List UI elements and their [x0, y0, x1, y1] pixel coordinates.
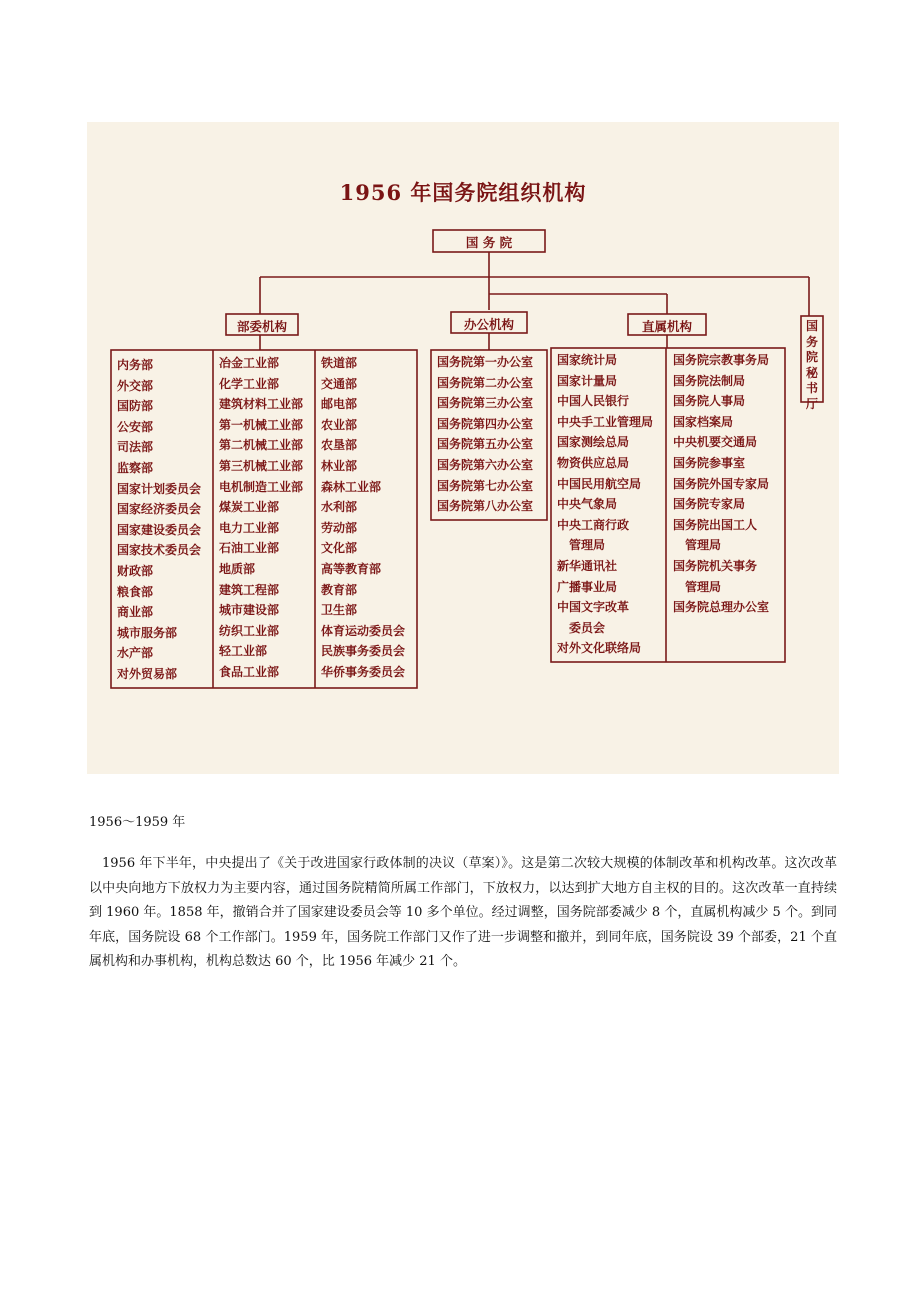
org-unit: 国务院出国工人	[673, 517, 758, 532]
org-unit: 教育部	[321, 582, 358, 597]
org-unit: 中央气象局	[557, 497, 618, 512]
org-unit: 广播事业局	[557, 579, 618, 594]
org-unit: 中国人民银行	[557, 394, 630, 409]
org-unit: 城市建设部	[219, 603, 280, 618]
org-unit: 煤炭工业部	[219, 500, 280, 515]
org-unit: 新华通讯社	[557, 558, 618, 573]
org-unit: 公安部	[117, 419, 154, 434]
direct-column-2	[673, 350, 769, 618]
org-unit: 森林工业部	[321, 479, 382, 494]
org-unit: 国家技术委员会	[117, 543, 202, 558]
org-unit: 地质部	[219, 561, 256, 576]
org-unit: 国务院第一办公室	[437, 355, 534, 369]
org-unit: 国务院第三办公室	[437, 396, 534, 411]
org-unit: 国务院第六办公室	[437, 457, 534, 472]
secretariat-label: 国务院秘书厅	[805, 319, 818, 411]
org-unit: 监察部	[117, 460, 154, 475]
org-unit: 铁道部	[321, 356, 358, 370]
direct-branch-label: 直属机构	[641, 319, 692, 334]
org-unit: 石油工业部	[219, 541, 280, 556]
org-unit: 对外贸易部	[117, 666, 178, 681]
org-unit: 国务院法制局	[673, 373, 746, 388]
org-unit: 体育运动委员会	[321, 623, 406, 638]
org-unit: 国务院宗教事务局	[673, 353, 770, 367]
org-unit: 物资供应总局	[557, 455, 630, 470]
org-unit: 电机制造工业部	[219, 479, 304, 494]
ministries-column-3	[321, 353, 405, 683]
org-unit: 国务院机关事务	[673, 558, 758, 573]
org-unit: 卫生部	[321, 603, 358, 618]
org-unit: 国防部	[117, 399, 154, 414]
org-unit: 中国文字改革	[557, 600, 630, 615]
org-unit: 粮食部	[117, 584, 154, 599]
org-unit: 财政部	[117, 563, 154, 578]
org-unit: 林业部	[321, 458, 358, 473]
org-unit: 中国民用航空局	[557, 476, 642, 491]
org-unit: 水利部	[321, 500, 358, 515]
ministries-column-1	[117, 355, 201, 685]
org-unit: 电力工业部	[219, 520, 280, 535]
org-unit: 国务院第二办公室	[437, 375, 534, 390]
org-unit: 国家计量局	[557, 373, 618, 388]
org-unit: 国家计划委员会	[117, 481, 202, 496]
org-unit: 文化部	[321, 541, 358, 556]
org-unit: 民族事务委员会	[321, 644, 406, 659]
org-unit: 管理局	[569, 538, 606, 553]
org-unit: 中央工商行政	[557, 517, 630, 532]
root-node-label: 国 务 院	[465, 235, 513, 250]
org-unit: 国家建设委员会	[117, 522, 202, 537]
org-unit: 纺织工业部	[219, 623, 280, 638]
org-unit: 高等教育部	[321, 561, 382, 576]
org-unit: 邮电部	[321, 397, 358, 412]
period-heading: 1956～1959 年	[89, 815, 186, 830]
offices-column	[437, 352, 533, 517]
org-unit: 国家经济委员会	[117, 502, 202, 517]
offices-branch-label: 办公机构	[463, 317, 514, 332]
ministries-column-2	[219, 353, 303, 683]
org-unit: 劳动部	[321, 520, 358, 535]
org-unit: 国务院第八办公室	[437, 499, 534, 514]
org-unit: 国务院第五办公室	[437, 437, 534, 452]
org-unit: 华侨事务委员会	[321, 664, 406, 679]
org-chart-figure	[87, 122, 839, 774]
org-unit: 轻工业部	[219, 644, 268, 659]
org-unit: 国务院参事室	[673, 455, 746, 470]
org-unit: 国务院外国专家局	[673, 476, 770, 491]
org-unit: 农业部	[321, 417, 358, 432]
org-unit: 中央手工业管理局	[557, 414, 654, 429]
org-unit: 国务院总理办公室	[673, 600, 770, 615]
org-unit: 外交部	[117, 378, 154, 393]
org-unit: 国务院第四办公室	[437, 416, 534, 431]
org-unit: 内务部	[117, 358, 154, 372]
org-unit: 国务院人事局	[673, 394, 746, 409]
org-unit: 建筑工程部	[219, 582, 280, 597]
org-unit: 化学工业部	[219, 376, 280, 391]
org-unit: 农垦部	[321, 438, 358, 453]
org-unit: 中央机要交通局	[673, 435, 758, 450]
org-unit: 交通部	[321, 376, 358, 391]
org-unit: 国家档案局	[673, 414, 734, 429]
org-unit: 第二机械工业部	[219, 438, 304, 453]
org-unit: 国家统计局	[557, 353, 618, 367]
org-unit: 商业部	[117, 605, 154, 620]
direct-column-1	[557, 350, 653, 659]
org-unit: 水产部	[117, 646, 154, 661]
org-unit: 管理局	[685, 579, 722, 594]
org-unit: 国家测绘总局	[557, 435, 630, 450]
org-unit: 第一机械工业部	[219, 417, 304, 432]
org-unit: 冶金工业部	[219, 356, 280, 370]
org-unit: 国务院第七办公室	[437, 478, 534, 493]
org-unit: 第三机械工业部	[219, 458, 304, 473]
org-unit: 食品工业部	[219, 664, 280, 679]
org-unit: 委员会	[569, 620, 606, 635]
org-unit: 管理局	[685, 538, 722, 553]
org-unit: 国务院专家局	[673, 497, 746, 512]
body-paragraph: 1956 年下半年，中央提出了《关于改进国家行政体制的决议（草案）》。这是第二次较大规模的体制改革和机构改革。这次改革以中央向地方下放权力为主要内容，通过国务院精简所属工作部门，下放权力，以达到扩大地方自主权的目的。这次改革一直持续到 1960 年。1858 年，撤销合并了国家建设委员会等 10 多个单位。经过调整，国务院部委减少 8 个，直属机构减少 5 个。到同年底，国务院设 68 个工作部门。1959 年，国务院工作部门又作了进一步调整和撤并，到同年底，国务院设 39 个部委，21 个直属机构和办事机构，机构总数达 60 个，比 1956 年减少 21 个。	[89, 856, 837, 969]
org-unit: 对外文化联络局	[557, 641, 642, 656]
org-unit: 城市服务部	[117, 625, 178, 640]
ministries-branch-label: 部委机构	[236, 319, 287, 334]
org-unit: 建筑材料工业部	[219, 397, 304, 412]
org-unit: 司法部	[117, 440, 154, 455]
chart-title: 1956 年国务院组织机构	[339, 180, 587, 205]
